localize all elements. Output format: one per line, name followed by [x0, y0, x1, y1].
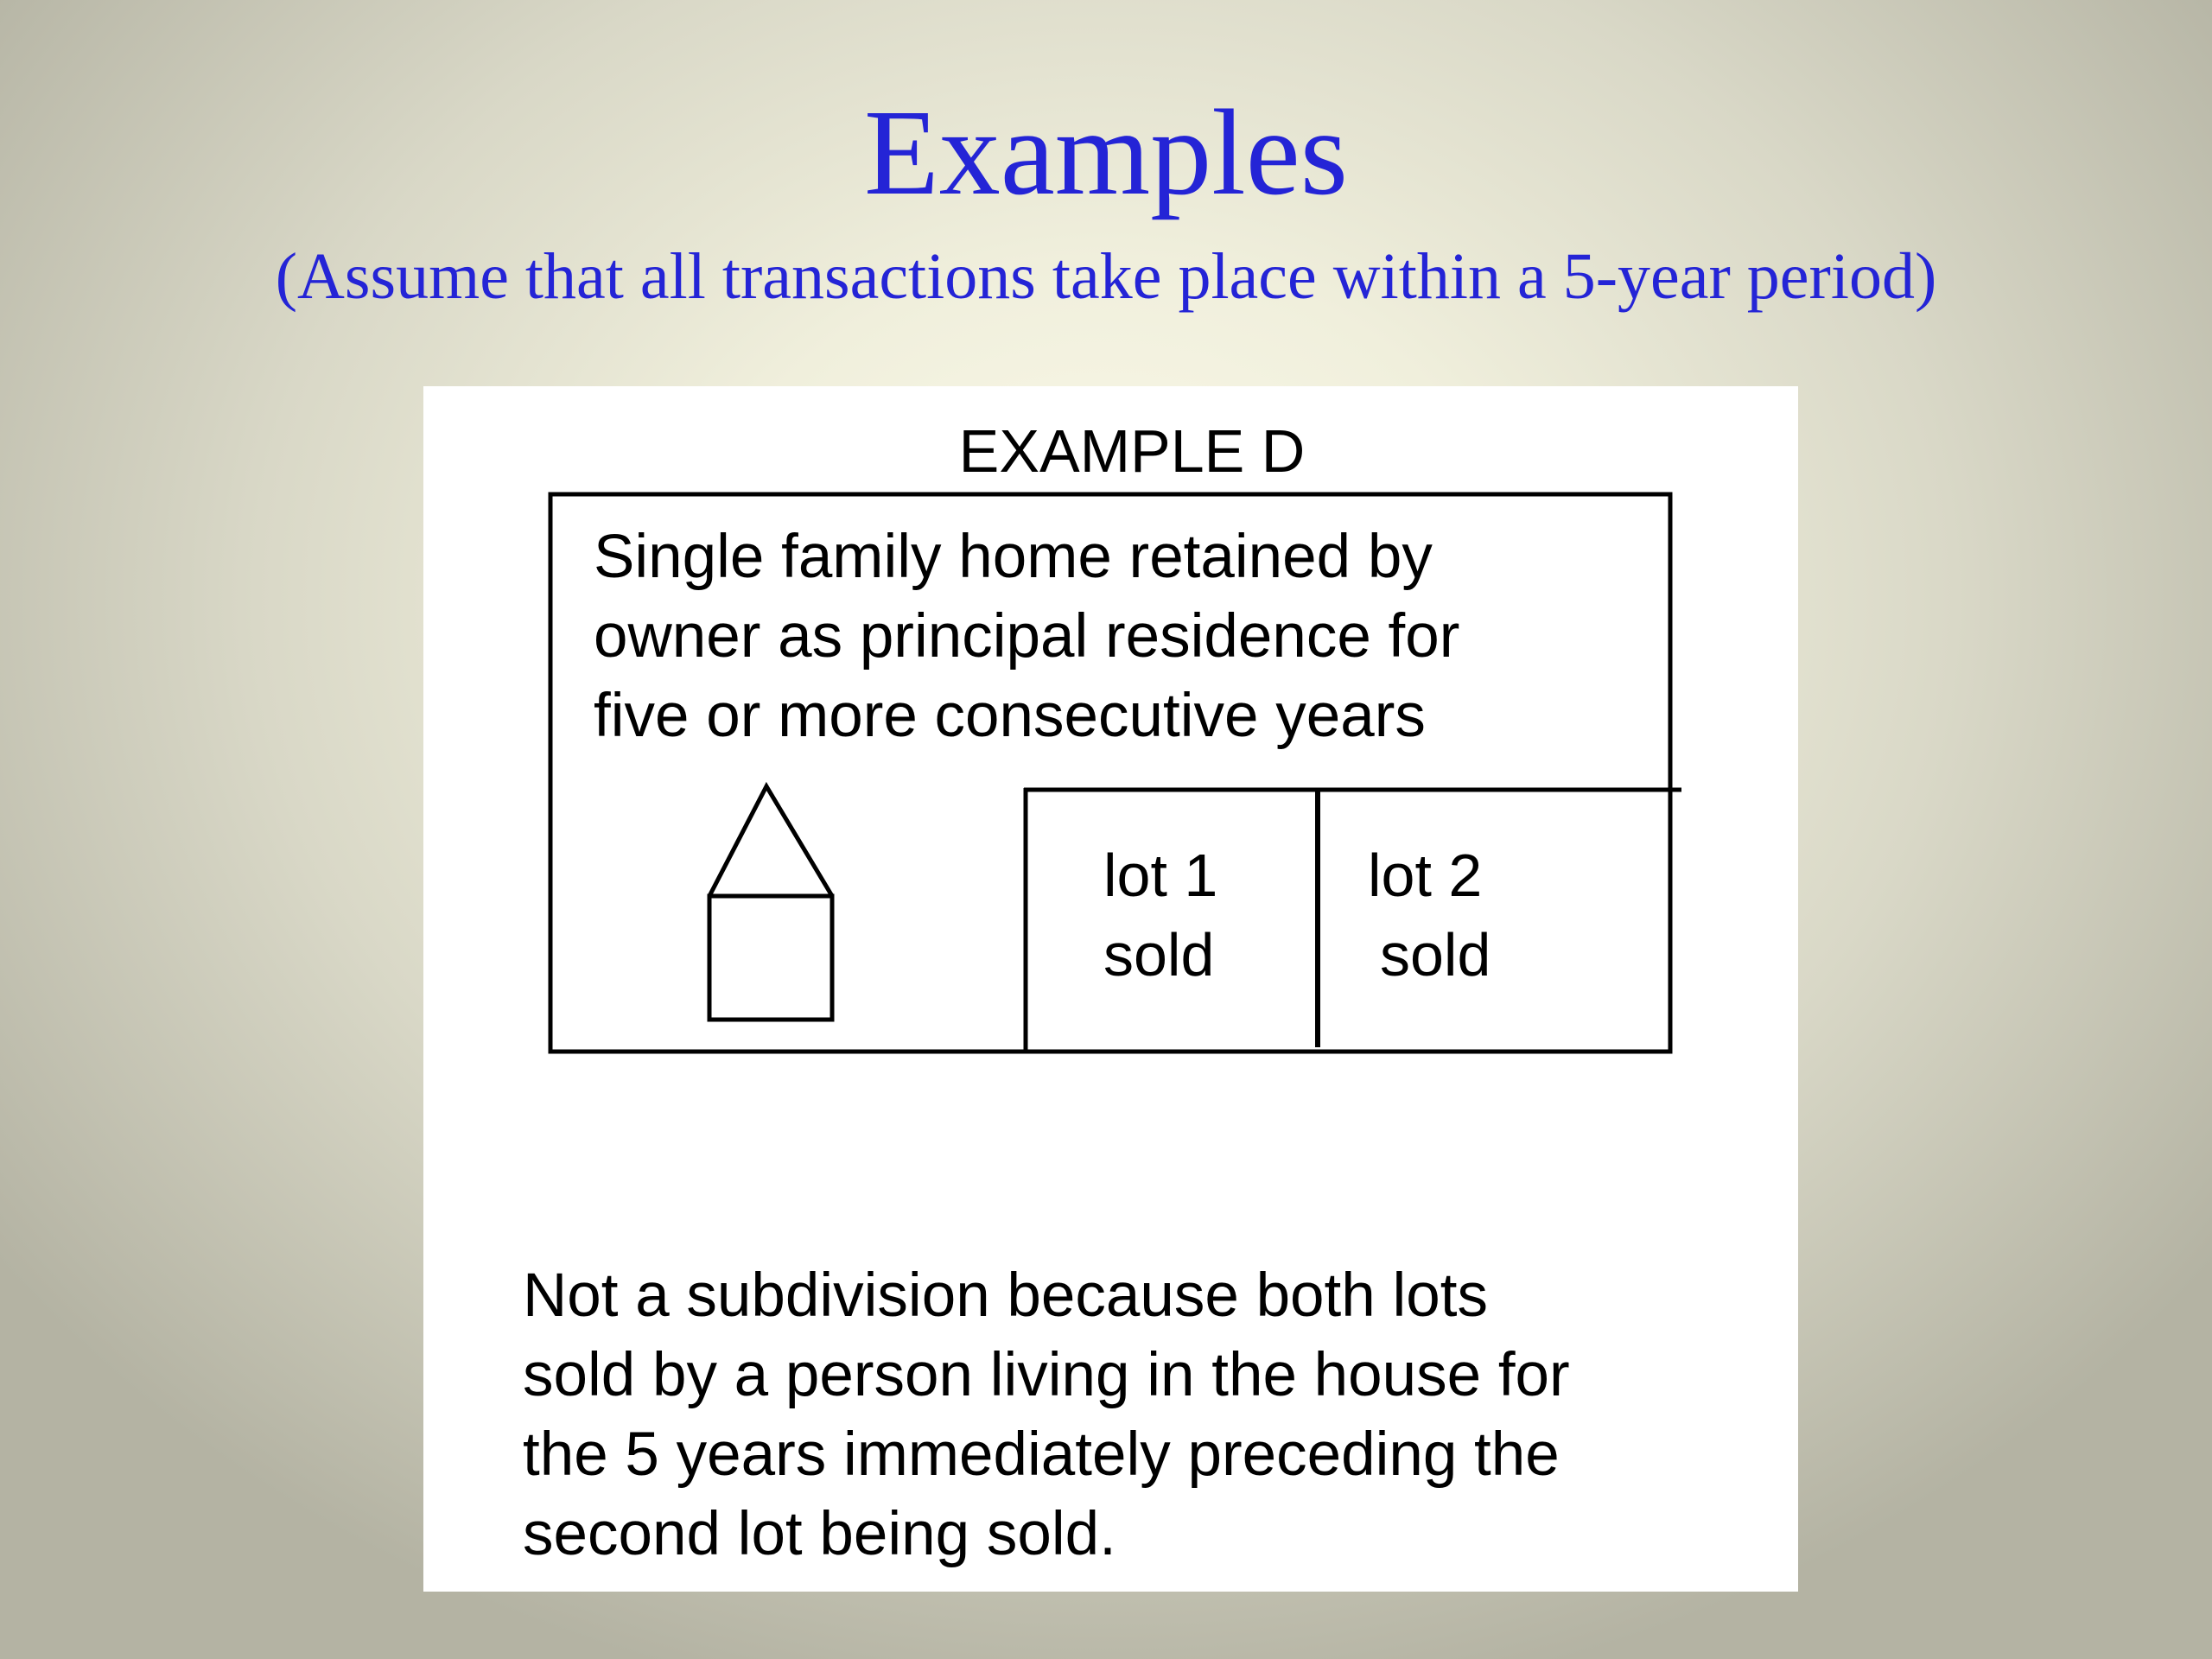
lot-1-status: sold: [1103, 921, 1215, 988]
description-line: owner as principal residence for: [594, 602, 1460, 671]
conclusion-line: second lot being sold.: [523, 1500, 1116, 1568]
conclusion-text: [523, 1256, 1776, 1574]
conclusion-line: sold by a person living in the house for: [523, 1341, 1570, 1409]
home-description: [594, 518, 1630, 756]
description-line: Single family home retained by: [594, 523, 1433, 591]
example-figure-panel: [423, 386, 1798, 1592]
slide-title: Examples: [864, 84, 1348, 220]
lot-2-status: sold: [1380, 921, 1491, 988]
house-body-shape: [709, 896, 832, 1020]
house-roof-shape: [709, 786, 832, 896]
conclusion-line: Not a subdivision because both lots: [523, 1262, 1488, 1330]
conclusion-line: the 5 years immediately preceding the: [523, 1421, 1560, 1489]
lot-2-name: lot 2: [1368, 842, 1483, 909]
example-label: EXAMPLE D: [958, 417, 1306, 485]
lot-2-label: [1368, 836, 1491, 995]
house-icon: [674, 786, 832, 1020]
lot-1-label: [1103, 836, 1217, 995]
lot-1-name: lot 1: [1103, 842, 1218, 909]
description-line: five or more consecutive years: [594, 682, 1426, 750]
slide-subtitle: (Assume that all transactions take place within a 5-year period): [275, 240, 1937, 313]
